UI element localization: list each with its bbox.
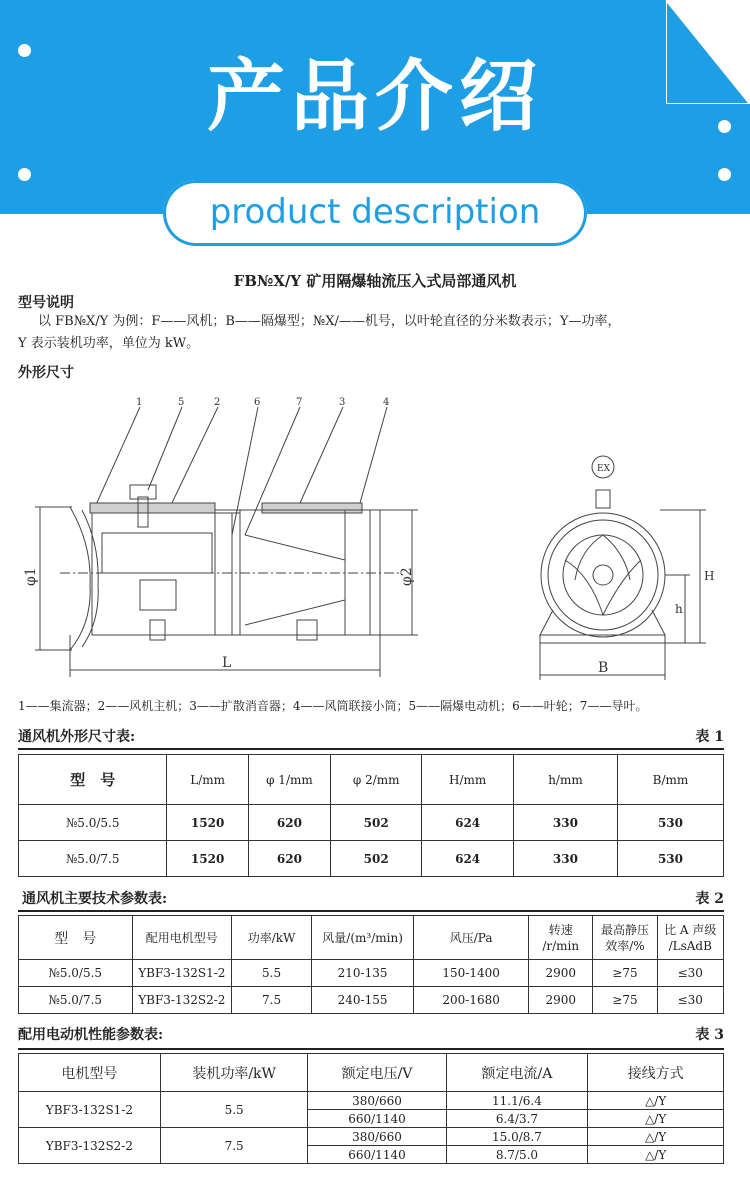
subtitle-pill (163, 180, 587, 246)
table1-cell: №5.0/5.5 (19, 805, 167, 841)
table2-cell: №5.0/5.5 (19, 960, 133, 987)
table2-title: 通风机主要技术参数表: (22, 891, 168, 907)
dim-label-b: B (598, 660, 609, 676)
table1-cell: 502 (331, 841, 422, 877)
table3-motor-params (18, 1053, 724, 1164)
table1-cell: 620 (248, 841, 330, 877)
callout-label: 6 (254, 397, 261, 408)
table3-cell: 660/1140 (308, 1110, 446, 1128)
table1-cell: 624 (422, 805, 514, 841)
table3-cell: 660/1140 (308, 1146, 446, 1164)
table-row (19, 1128, 724, 1146)
table3-cell: 380/660 (308, 1128, 446, 1146)
table2-cell: 200-1680 (414, 987, 529, 1014)
table1-cell: 624 (422, 841, 514, 877)
table2-header-efficiency (593, 916, 657, 960)
table3-header: 额定电流/A (446, 1054, 588, 1092)
callout-label: 7 (296, 397, 303, 408)
table2-cell: 210-135 (312, 960, 414, 987)
table1-header: L/mm (167, 755, 248, 805)
table1-top-rule (18, 748, 724, 750)
ex-mark-label: EX (597, 464, 610, 474)
table2-cell: №5.0/7.5 (19, 987, 133, 1014)
table-row (19, 987, 724, 1014)
table2-header-speed (529, 916, 593, 960)
table2-header: 最高静压 (600, 922, 649, 937)
table3-cell: 380/660 (308, 1092, 446, 1110)
callout-label: 1 (136, 397, 143, 408)
table1-cell: 330 (513, 841, 617, 877)
table3-cell: 15.0/8.7 (446, 1128, 588, 1146)
table1-header: φ 1/mm (248, 755, 330, 805)
callout-label: 2 (214, 397, 221, 408)
dims-heading: 外形尺寸 (18, 365, 74, 381)
table3-label: 表 3 (695, 1027, 724, 1043)
table2-cell: 2900 (529, 960, 593, 987)
table1-cell: 1520 (167, 805, 248, 841)
table1-cell: 530 (617, 841, 723, 877)
table-row (19, 1092, 724, 1110)
table2-cell: ≤30 (657, 960, 723, 987)
table3-cell: 11.1/6.4 (446, 1092, 588, 1110)
drawing-legend: 1——集流器；2——风机主机；3——扩散消音器；4——风筒联接小筒；5——隔爆电动机；6——叶轮；7——导叶。 (18, 699, 648, 713)
table1-label: 表 1 (695, 729, 724, 745)
table2-technical-params (18, 915, 724, 1014)
dim-label-phi1: φ1 (23, 567, 39, 586)
table1-header: h/mm (513, 755, 617, 805)
table2-top-rule (18, 910, 724, 912)
table3-cell: △/Y (588, 1092, 724, 1110)
page-title: 产品介绍 (206, 52, 543, 142)
model-description-line2: Y 表示装机功率，单位为 kW。 (18, 336, 200, 351)
dim-label-h-upper: H (704, 569, 715, 583)
table1-header: H/mm (422, 755, 514, 805)
table2-header: 风压/Pa (414, 916, 529, 960)
table1-header: φ 2/mm (331, 755, 422, 805)
table-row (19, 841, 724, 877)
table2-cell: 5.5 (232, 960, 312, 987)
table3-header: 装机功率/kW (160, 1054, 308, 1092)
table2-header: 型 号 (19, 916, 133, 960)
table3-title: 配用电动机性能参数表: (18, 1027, 164, 1043)
page-subtitle: product description (209, 192, 541, 232)
table1-cell: №5.0/7.5 (19, 841, 167, 877)
table1-dimensions (18, 754, 724, 877)
table2-header-noise (657, 916, 723, 960)
table2-header: 效率/% (605, 938, 645, 953)
table3-cell: 5.5 (160, 1092, 308, 1128)
table2-cell: 150-1400 (414, 960, 529, 987)
dim-label-h-lower: h (675, 602, 683, 616)
table1-title: 通风机外形尺寸表: (18, 729, 136, 745)
table1-cell: 530 (617, 805, 723, 841)
dim-label-phi2: φ2 (399, 567, 415, 586)
table-row (19, 805, 724, 841)
fan-technical-drawing (0, 385, 750, 685)
document-title: FB№X/Y 矿用隔爆轴流压入式局部通风机 (233, 272, 517, 290)
table2-cell: ≥75 (593, 960, 657, 987)
table3-header: 电机型号 (19, 1054, 161, 1092)
table1-cell: 620 (248, 805, 330, 841)
dim-label-l: L (222, 655, 232, 671)
table3-cell: YBF3-132S1-2 (19, 1092, 161, 1128)
table2-cell: 240-155 (312, 987, 414, 1014)
table1-header: 型 号 (19, 755, 167, 805)
table2-cell: 2900 (529, 987, 593, 1014)
table2-label: 表 2 (695, 891, 724, 907)
table2-header: /r/min (542, 938, 580, 953)
table3-header: 额定电压/V (308, 1054, 446, 1092)
table-row (19, 960, 724, 987)
table2-header: 风量/(m³/min) (312, 916, 414, 960)
table3-cell: △/Y (588, 1128, 724, 1146)
callout-label: 3 (339, 397, 346, 408)
table3-cell: YBF3-132S2-2 (19, 1128, 161, 1164)
table2-header: /LsAdB (668, 938, 712, 953)
table2-header: 比 A 声级 (664, 922, 717, 937)
callout-label: 5 (178, 397, 185, 408)
table2-header: 转速 (548, 922, 573, 937)
table2-cell: YBF3-132S1-2 (132, 960, 232, 987)
table3-top-rule (18, 1048, 724, 1050)
table3-cell: △/Y (588, 1110, 724, 1128)
table3-cell: △/Y (588, 1146, 724, 1164)
corner-dot-icon (18, 44, 31, 57)
table2-header: 配用电机型号 (132, 916, 232, 960)
corner-dot-icon (18, 168, 31, 181)
callout-label: 4 (383, 397, 390, 408)
table3-cell: 7.5 (160, 1128, 308, 1164)
table1-header: B/mm (617, 755, 723, 805)
model-description-line1: 以 FB№X/Y 为例：F——风机；B——隔爆型；№X/——机号，以叶轮直径的分米数表示；Y—功率， (38, 314, 621, 329)
table2-header: 功率/kW (232, 916, 312, 960)
table3-header: 接线方式 (588, 1054, 724, 1092)
table2-cell: ≥75 (593, 987, 657, 1014)
table1-cell: 502 (331, 805, 422, 841)
table1-cell: 1520 (167, 841, 248, 877)
corner-dot-icon (718, 168, 731, 181)
table2-cell: ≤30 (657, 987, 723, 1014)
table2-cell: YBF3-132S2-2 (132, 987, 232, 1014)
table2-cell: 7.5 (232, 987, 312, 1014)
table3-cell: 8.7/5.0 (446, 1146, 588, 1164)
header-banner (0, 0, 750, 248)
table1-cell: 330 (513, 805, 617, 841)
table3-cell: 6.4/3.7 (446, 1110, 588, 1128)
model-heading: 型号说明 (18, 295, 74, 311)
